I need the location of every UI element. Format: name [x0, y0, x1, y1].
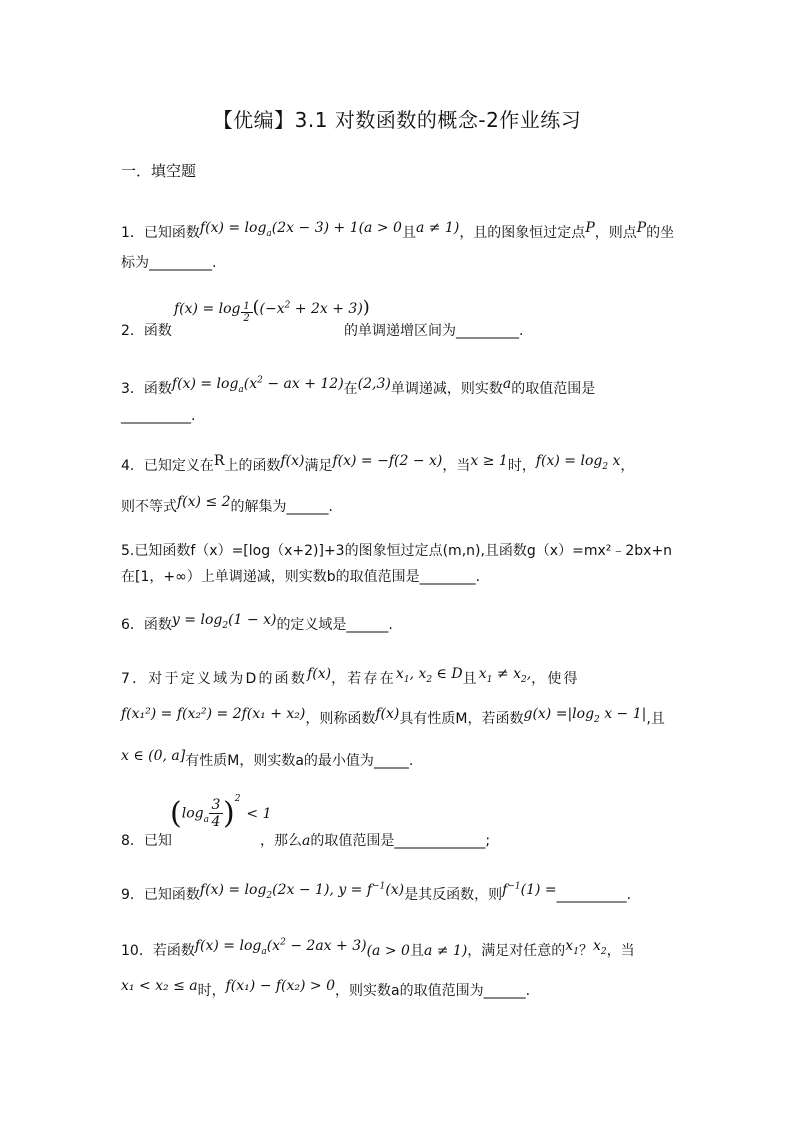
question-7-line-2: f(x₁²) = f(x₂²) = 2f(x₁ + x₂)，则称函数f(x)具有性质M，若函数$g(x) =|\log_2$ x − 1|,且	[121, 706, 665, 727]
question-10-line-1: 10．若函数$f(x) = \log_a(x^2 - 2ax + 3)(a > 0$且a ≠ 1)，满足对任意的$x_1$？$x_2$，当	[121, 937, 635, 959]
question-3-line-1: 3．函数$f(x) = \log_a(x^2$ − ax + 12)在(2,3)单调递减，则实数a的取值范围是	[121, 375, 596, 397]
question-8-label: 8．已知	[121, 833, 172, 849]
question-2-label: 2．函数	[121, 323, 172, 339]
question-10-line-2: x₁ < x₂ ≤ a时，f(x₁) − f(x₂) > 0，则实数a的取值范围为______.	[121, 978, 531, 999]
question-3-line-2: __________.	[121, 408, 196, 424]
question-2-tail: 的单调递增区间为_________.	[344, 323, 524, 339]
question-7-line-3: x ∈ (0, a]有性质M，则实数a的最小值为_____.	[121, 748, 414, 769]
question-2-formula: f(x) = log $\frac{1}{2}$ $((-x^2 + 2x + 3))$	[174, 297, 370, 324]
question-4-line-1: 4．已知定义在R上的函数f(x)满足f(x) = −f(2 − x)，当x ≥ 1时，$f(x) = \log_2 x$，	[121, 453, 635, 474]
question-7-line-1: 7．对于定义域为D的函数f(x)，若存在$x_1$, $x_2$ ∈ D且$x_1 \ne x_2$,，使得	[121, 666, 580, 687]
question-6-line: 6．函数$y = \log_2(1 - x)$的定义域是______.	[121, 612, 393, 633]
question-1-line-2: 标为_________.	[121, 255, 217, 271]
question-8-formula: ($\log_a$ $\frac{3}{4}$ )$^2$< 1	[170, 794, 272, 831]
section-heading: 一．填空题	[121, 162, 197, 180]
question-8-tail: ，那么a的取值范围是_____________;	[260, 833, 491, 849]
question-4-line-2: 则不等式f(x) ≤ 2的解集为______.	[121, 494, 333, 515]
question-5-line-2: 在[1，+∞）上单调递减，则实数b的取值范围是________.	[121, 569, 481, 585]
question-9-line: 9．已知函数$f(x) = \log_2(2x - 1)$, $y = f^{-1}(x)$是其反函数，则$f^{-1}(1)$ =__________.	[121, 881, 632, 903]
question-1-line-1: 1．已知函数$f(x) = \log_a(2x - 3) + 1(a > 0$且a ≠ 1)，且的图象恒过定点P，则点P的坐	[121, 220, 675, 241]
question-5-line-1: 5.已知函数f（x）=[log（x+2)]+3的图象恒过定点(m,n),且函数g（x）=mx²﹣2bx+n	[121, 543, 673, 559]
page-title: 【优编】3.1 对数函数的概念-2作业练习	[212, 108, 582, 132]
